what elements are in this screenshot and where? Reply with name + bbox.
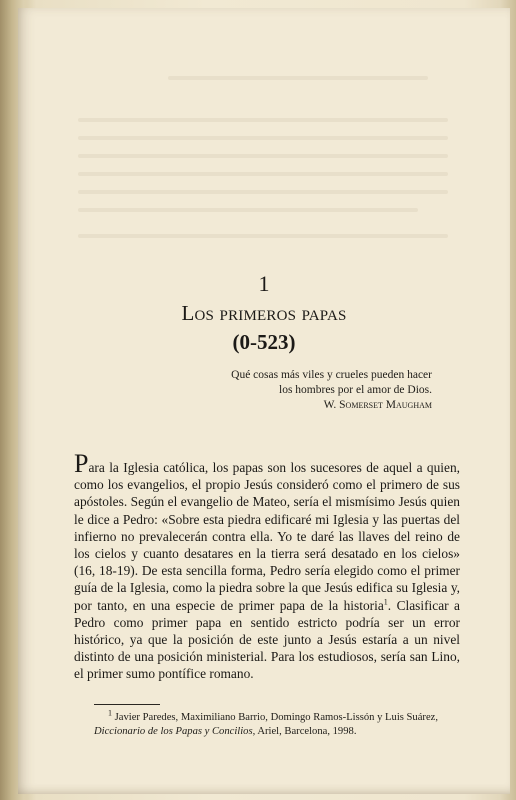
chapter-title: Los primeros papas — [181, 301, 347, 325]
epigraph-line-1: Qué cosas más viles y crueles pueden hacer — [231, 369, 432, 381]
show-through-text — [18, 8, 510, 268]
epigraph-author: W. Somerset Maugham — [323, 399, 432, 411]
footnote-divider — [94, 704, 160, 705]
chapter-dates: (0-523) — [232, 330, 296, 354]
footnote-reference[interactable]: 1 — [383, 597, 388, 607]
drop-cap: P — [74, 449, 89, 478]
body-text-part-1: ara la Iglesia católica, los papas son los sucesores de aquel a quien, como los evangelios, el propio Jesús consideró como el primero de sus apóstoles. Según el evangelio de Mateo, sería el mismísimo Jesús quien le dice a Pedro: «Sobre esta piedra edificaré mi Iglesia y las puertas del infierno no prevalecerán contra ella. Yo te daré las llaves del reino de los cielos y cuanto desatares en la tierra será desatado en los cielos» (16, 18-19). De esta sencilla forma, Pedro sería elegido como el primer guía de la Iglesia, como la piedra sobre la que Jesús edifica su Iglesia y, por tanto, en una especie de primer papa de la historia — [74, 460, 460, 613]
footnote-authors: Javier Paredes, Maximiliano Barrio, Domingo Ramos-Lissón y Luis Suárez, — [114, 712, 439, 723]
epigraph — [132, 368, 432, 413]
footnote-marker: 1 — [108, 708, 112, 718]
body-text-part-2: . Clasificar a Pedro como primer papa en sentido estricto podría ser un error histórico, ya que la posición de este junto a Jesús estaría a un nivel distinto de una posición ministerial. Para los estudiosos, sería san Lino, el primer sumo pontífice romano. — [74, 597, 460, 682]
footnote-publisher: Ariel, Barcelona, 1998. — [257, 726, 357, 737]
footnote-book-title: Diccionario de los Papas y Concilios, — [94, 726, 256, 737]
epigraph-line-2: los hombres por el amor de Dios. — [279, 384, 432, 396]
chapter-number: 1 — [258, 271, 270, 296]
book-page — [18, 8, 510, 794]
footnote — [94, 708, 460, 739]
body-paragraph — [74, 449, 460, 683]
